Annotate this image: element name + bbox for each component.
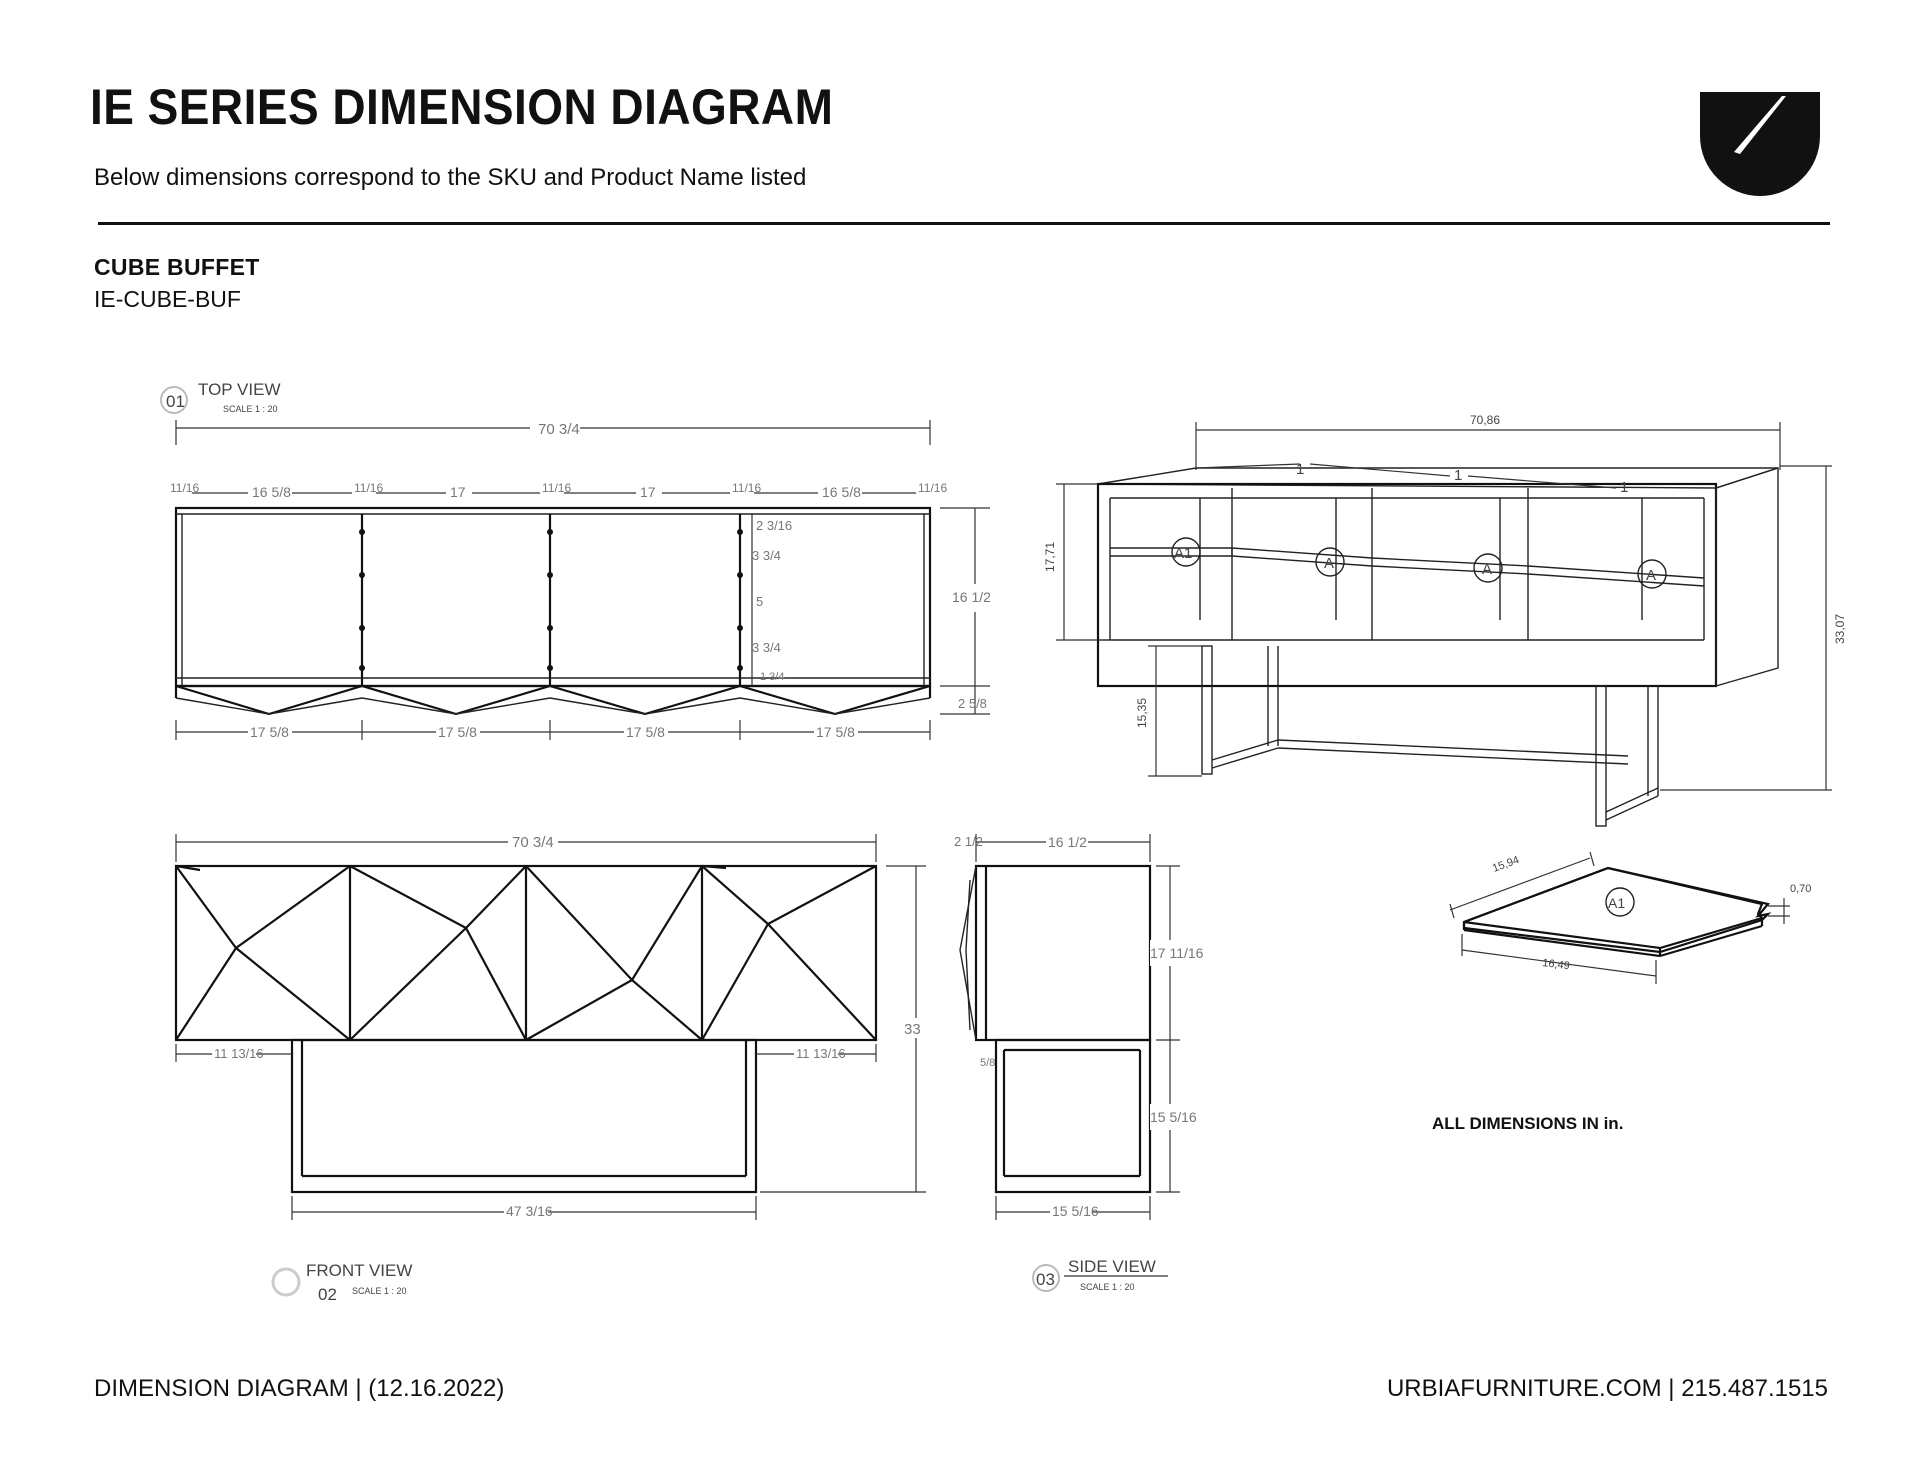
side-view-number: 03 <box>1036 1270 1055 1289</box>
view-number-circle <box>273 1269 299 1295</box>
shelf-detail-tag: A1 <box>1608 895 1626 911</box>
shelf-tag: A <box>1324 555 1335 572</box>
front-overall-dim: 70 3/4 <box>512 834 554 851</box>
top-bottom-dim: 17 5/8 <box>816 724 855 740</box>
top-seg-dim: 17 <box>640 484 656 500</box>
page-subtitle: Below dimensions correspond to the SKU and Product Name listed <box>94 164 807 191</box>
top-view <box>161 380 991 742</box>
top-view-scale: SCALE 1 : 20 <box>223 404 278 414</box>
side-view-scale: SCALE 1 : 20 <box>1080 1282 1135 1292</box>
shelf-tag: A <box>1646 567 1657 584</box>
iso-marker: 1 <box>1296 461 1305 478</box>
iso-width-dim: 70,86 <box>1470 413 1501 427</box>
iso-height-dim: 33,07 <box>1833 613 1847 644</box>
front-height-dim: 33 <box>904 1021 921 1038</box>
top-seg-dim: 11/16 <box>732 481 762 495</box>
shelf-depth-dim: 15,94 <box>1490 854 1521 875</box>
top-bottom-dim: 17 5/8 <box>438 724 477 740</box>
units-note: ALL DIMENSIONS IN in. <box>1432 1114 1624 1133</box>
page-title: IE SERIES DIMENSION DIAGRAM <box>90 79 834 135</box>
shelf-tag: A1 <box>1174 545 1193 562</box>
shelf-detail <box>1450 852 1811 984</box>
shelf-width-dim: 16,49 <box>1541 957 1571 973</box>
side-gap-dim: 5/8 <box>980 1057 996 1069</box>
top-depth-dim: 16 1/2 <box>952 589 991 605</box>
hinge-dim: 2 3/16 <box>756 518 793 533</box>
side-base-height-dim: 15 5/16 <box>1150 1109 1197 1125</box>
top-seg-dim: 16 5/8 <box>252 484 291 500</box>
top-seg-dim: 11/16 <box>170 481 200 495</box>
front-view-label: FRONT VIEW <box>306 1261 413 1280</box>
top-view-number: 01 <box>166 392 185 411</box>
footer-contact: URBIAFURNITURE.COM | 215.487.1515 <box>1386 1375 1828 1402</box>
product-sku: IE-CUBE-BUF <box>94 286 241 312</box>
top-seg-dim: 17 <box>450 484 466 500</box>
side-depth-dim: 16 1/2 <box>1048 834 1087 850</box>
side-door-dim: 2 1/2 <box>954 834 983 849</box>
iso-marker: 1 <box>1620 479 1629 496</box>
top-overall-dim: 70 3/4 <box>538 421 580 438</box>
hinge-dim: 3 3/4 <box>752 548 781 563</box>
front-view <box>176 832 926 1304</box>
side-view-label: SIDE VIEW <box>1068 1257 1156 1276</box>
footer-date: DIMENSION DIAGRAM | (12.16.2022) <box>94 1375 505 1402</box>
hinge-dim: 1 3/4 <box>760 671 785 683</box>
top-bottom-dim: 17 5/8 <box>250 724 289 740</box>
front-view-number: 02 <box>318 1285 337 1304</box>
front-left-overhang: 11 13/16 <box>214 1046 264 1061</box>
top-front-dim: 2 5/8 <box>958 696 987 711</box>
iso-cabinet-dim: 17,71 <box>1043 541 1057 572</box>
front-view-scale: SCALE 1 : 20 <box>352 1286 407 1296</box>
hinge-dim: 3 3/4 <box>752 640 781 655</box>
side-cabinet-dim: 17 11/16 <box>1150 945 1204 961</box>
top-seg-dim: 16 5/8 <box>822 484 861 500</box>
top-seg-dim: 11/16 <box>354 481 384 495</box>
top-seg-dim: 11/16 <box>542 481 572 495</box>
shelf-thickness-dim: 0,70 <box>1790 883 1812 895</box>
front-base-dim: 47 3/16 <box>506 1203 553 1219</box>
iso-marker: 1 <box>1454 467 1463 484</box>
side-base-depth-dim: 15 5/16 <box>1052 1203 1099 1219</box>
iso-legs-dim: 15,35 <box>1135 697 1149 728</box>
product-name: CUBE BUFFET <box>94 254 260 280</box>
top-bottom-dim: 17 5/8 <box>626 724 665 740</box>
top-seg-dim: 11/16 <box>918 481 948 495</box>
top-view-label: TOP VIEW <box>198 380 281 399</box>
isometric-view <box>1043 413 1847 826</box>
hinge-dim: 5 <box>756 594 764 609</box>
front-right-overhang: 11 13/16 <box>796 1046 846 1061</box>
shelf-tag: A <box>1482 561 1493 578</box>
side-view <box>954 832 1204 1292</box>
